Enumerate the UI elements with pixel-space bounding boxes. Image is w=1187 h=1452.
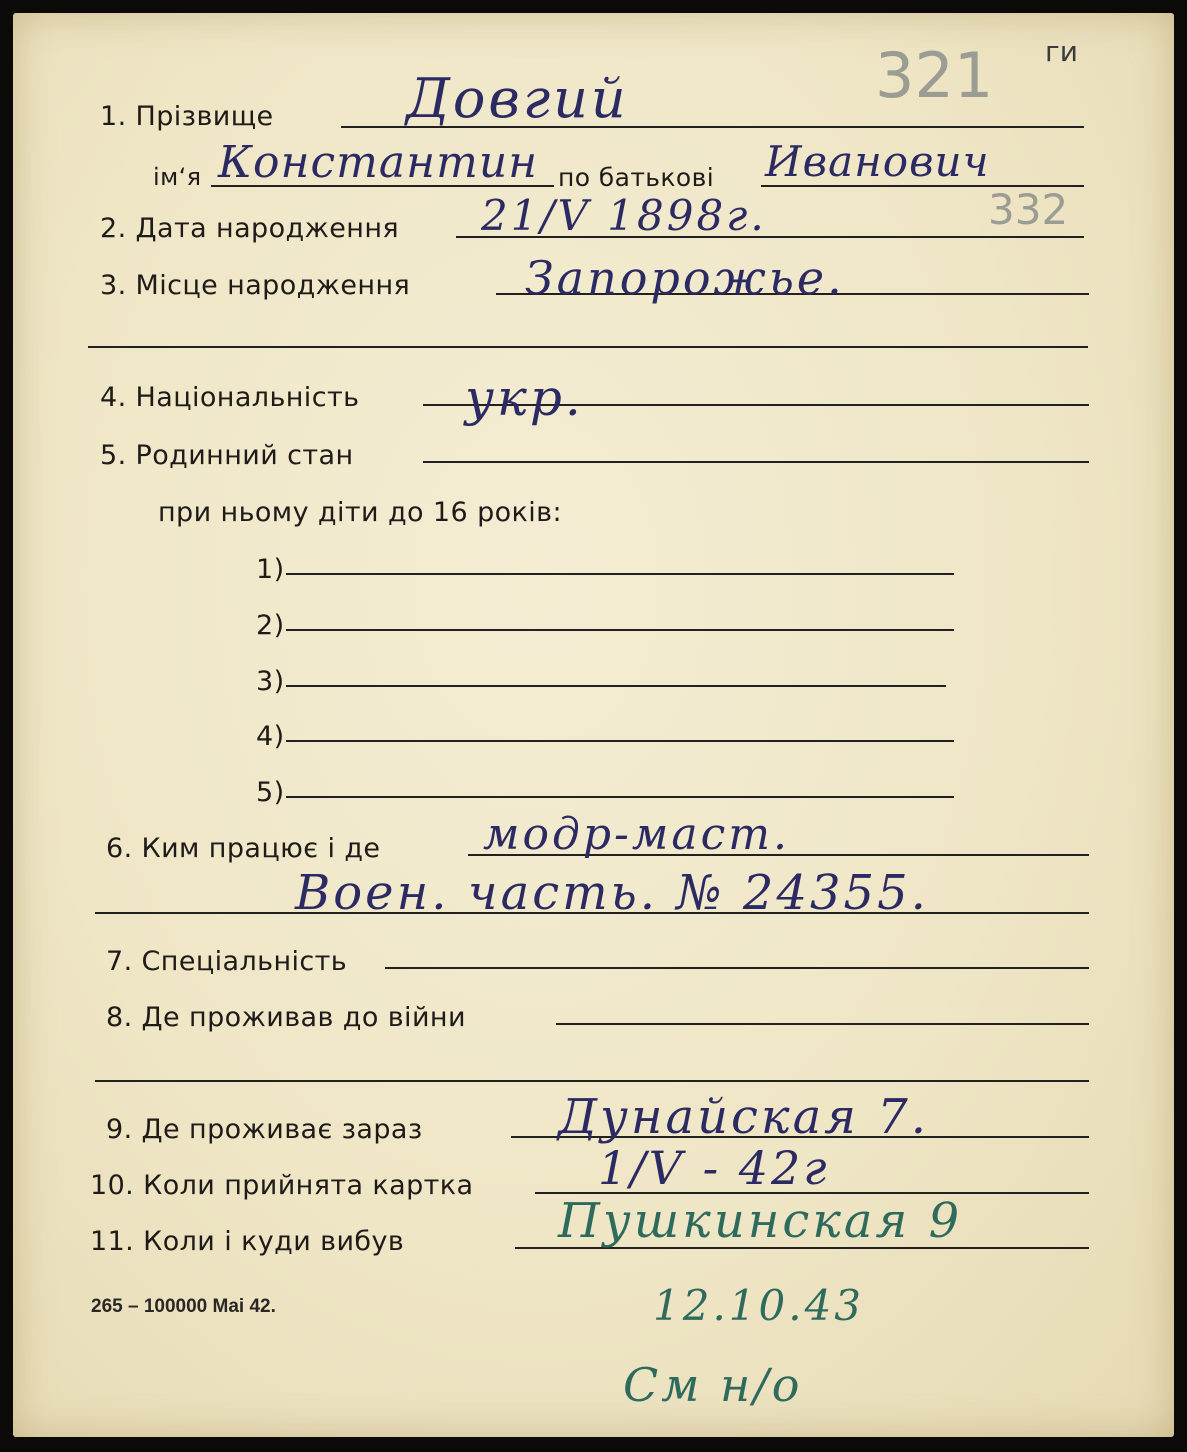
patronymic-label: по батькові	[558, 163, 715, 192]
nationality-value: укр.	[465, 369, 584, 427]
note: См н/о	[623, 1358, 803, 1412]
card-date-value: 1/V - 42г	[598, 1141, 830, 1195]
prewar-residence-label: 8. Де проживав до війни	[106, 1002, 466, 1033]
child-2-line	[286, 629, 954, 631]
child-4-label: 4)	[256, 721, 285, 752]
birth-place-label: 3. Місце народження	[100, 270, 411, 301]
first-name-label: ім‘я	[153, 163, 202, 191]
departure-label: 11. Коли і куди вибув	[90, 1226, 405, 1257]
departure-date: 12.10.43	[653, 1281, 865, 1330]
patronymic-value: Иванович	[765, 137, 990, 186]
work-label: 6. Ким працює і де	[106, 833, 381, 864]
work-value-1: модр-маст.	[483, 809, 790, 860]
speciality-label: 7. Спеціальність	[106, 946, 348, 977]
card-date-label: 10. Коли прийнята картка	[90, 1170, 474, 1201]
prewar-residence-line	[556, 1023, 1089, 1025]
surname-value: Довгий	[406, 67, 629, 130]
child-5-label: 5)	[256, 777, 285, 808]
child-3-line	[286, 685, 946, 687]
birth-date-label: 2. Дата народження	[100, 213, 400, 244]
speciality-line	[385, 967, 1089, 969]
child-2-label: 2)	[256, 610, 285, 641]
print-code: 265 – 100000 Mai 42.	[91, 1296, 276, 1317]
child-1-line	[286, 573, 954, 575]
marital-status-line	[423, 461, 1089, 463]
child-5-line	[286, 796, 954, 798]
marital-status-label: 5. Родинний стан	[100, 440, 354, 471]
birth-date-value: 21/V 1898г.	[481, 191, 767, 240]
first-name-value: Константин	[218, 137, 539, 188]
prewar-residence-line-2	[95, 1080, 1089, 1082]
departure-value: Пушкинская 9	[558, 1193, 963, 1249]
registration-card	[13, 13, 1174, 1437]
birth-place-value: Запорожье.	[525, 251, 845, 305]
children-label: при ньому діти до 16 років:	[158, 497, 562, 528]
work-value-2: Воен. часть. № 24355.	[295, 865, 929, 921]
nationality-label: 4. Національність	[100, 382, 360, 413]
current-residence-label: 9. Де проживає зараз	[106, 1114, 423, 1145]
child-3-label: 3)	[256, 666, 285, 697]
child-4-line	[286, 740, 954, 742]
pencil-number-suffix: ги	[1045, 35, 1078, 68]
pencil-number-2: 332	[988, 185, 1069, 234]
child-1-label: 1)	[256, 554, 285, 585]
pencil-number: 321	[875, 39, 994, 112]
surname-label: 1. Прізвище	[100, 101, 274, 132]
current-residence-value: Дунайская 7.	[558, 1089, 930, 1145]
birth-place-line-2	[88, 346, 1088, 348]
